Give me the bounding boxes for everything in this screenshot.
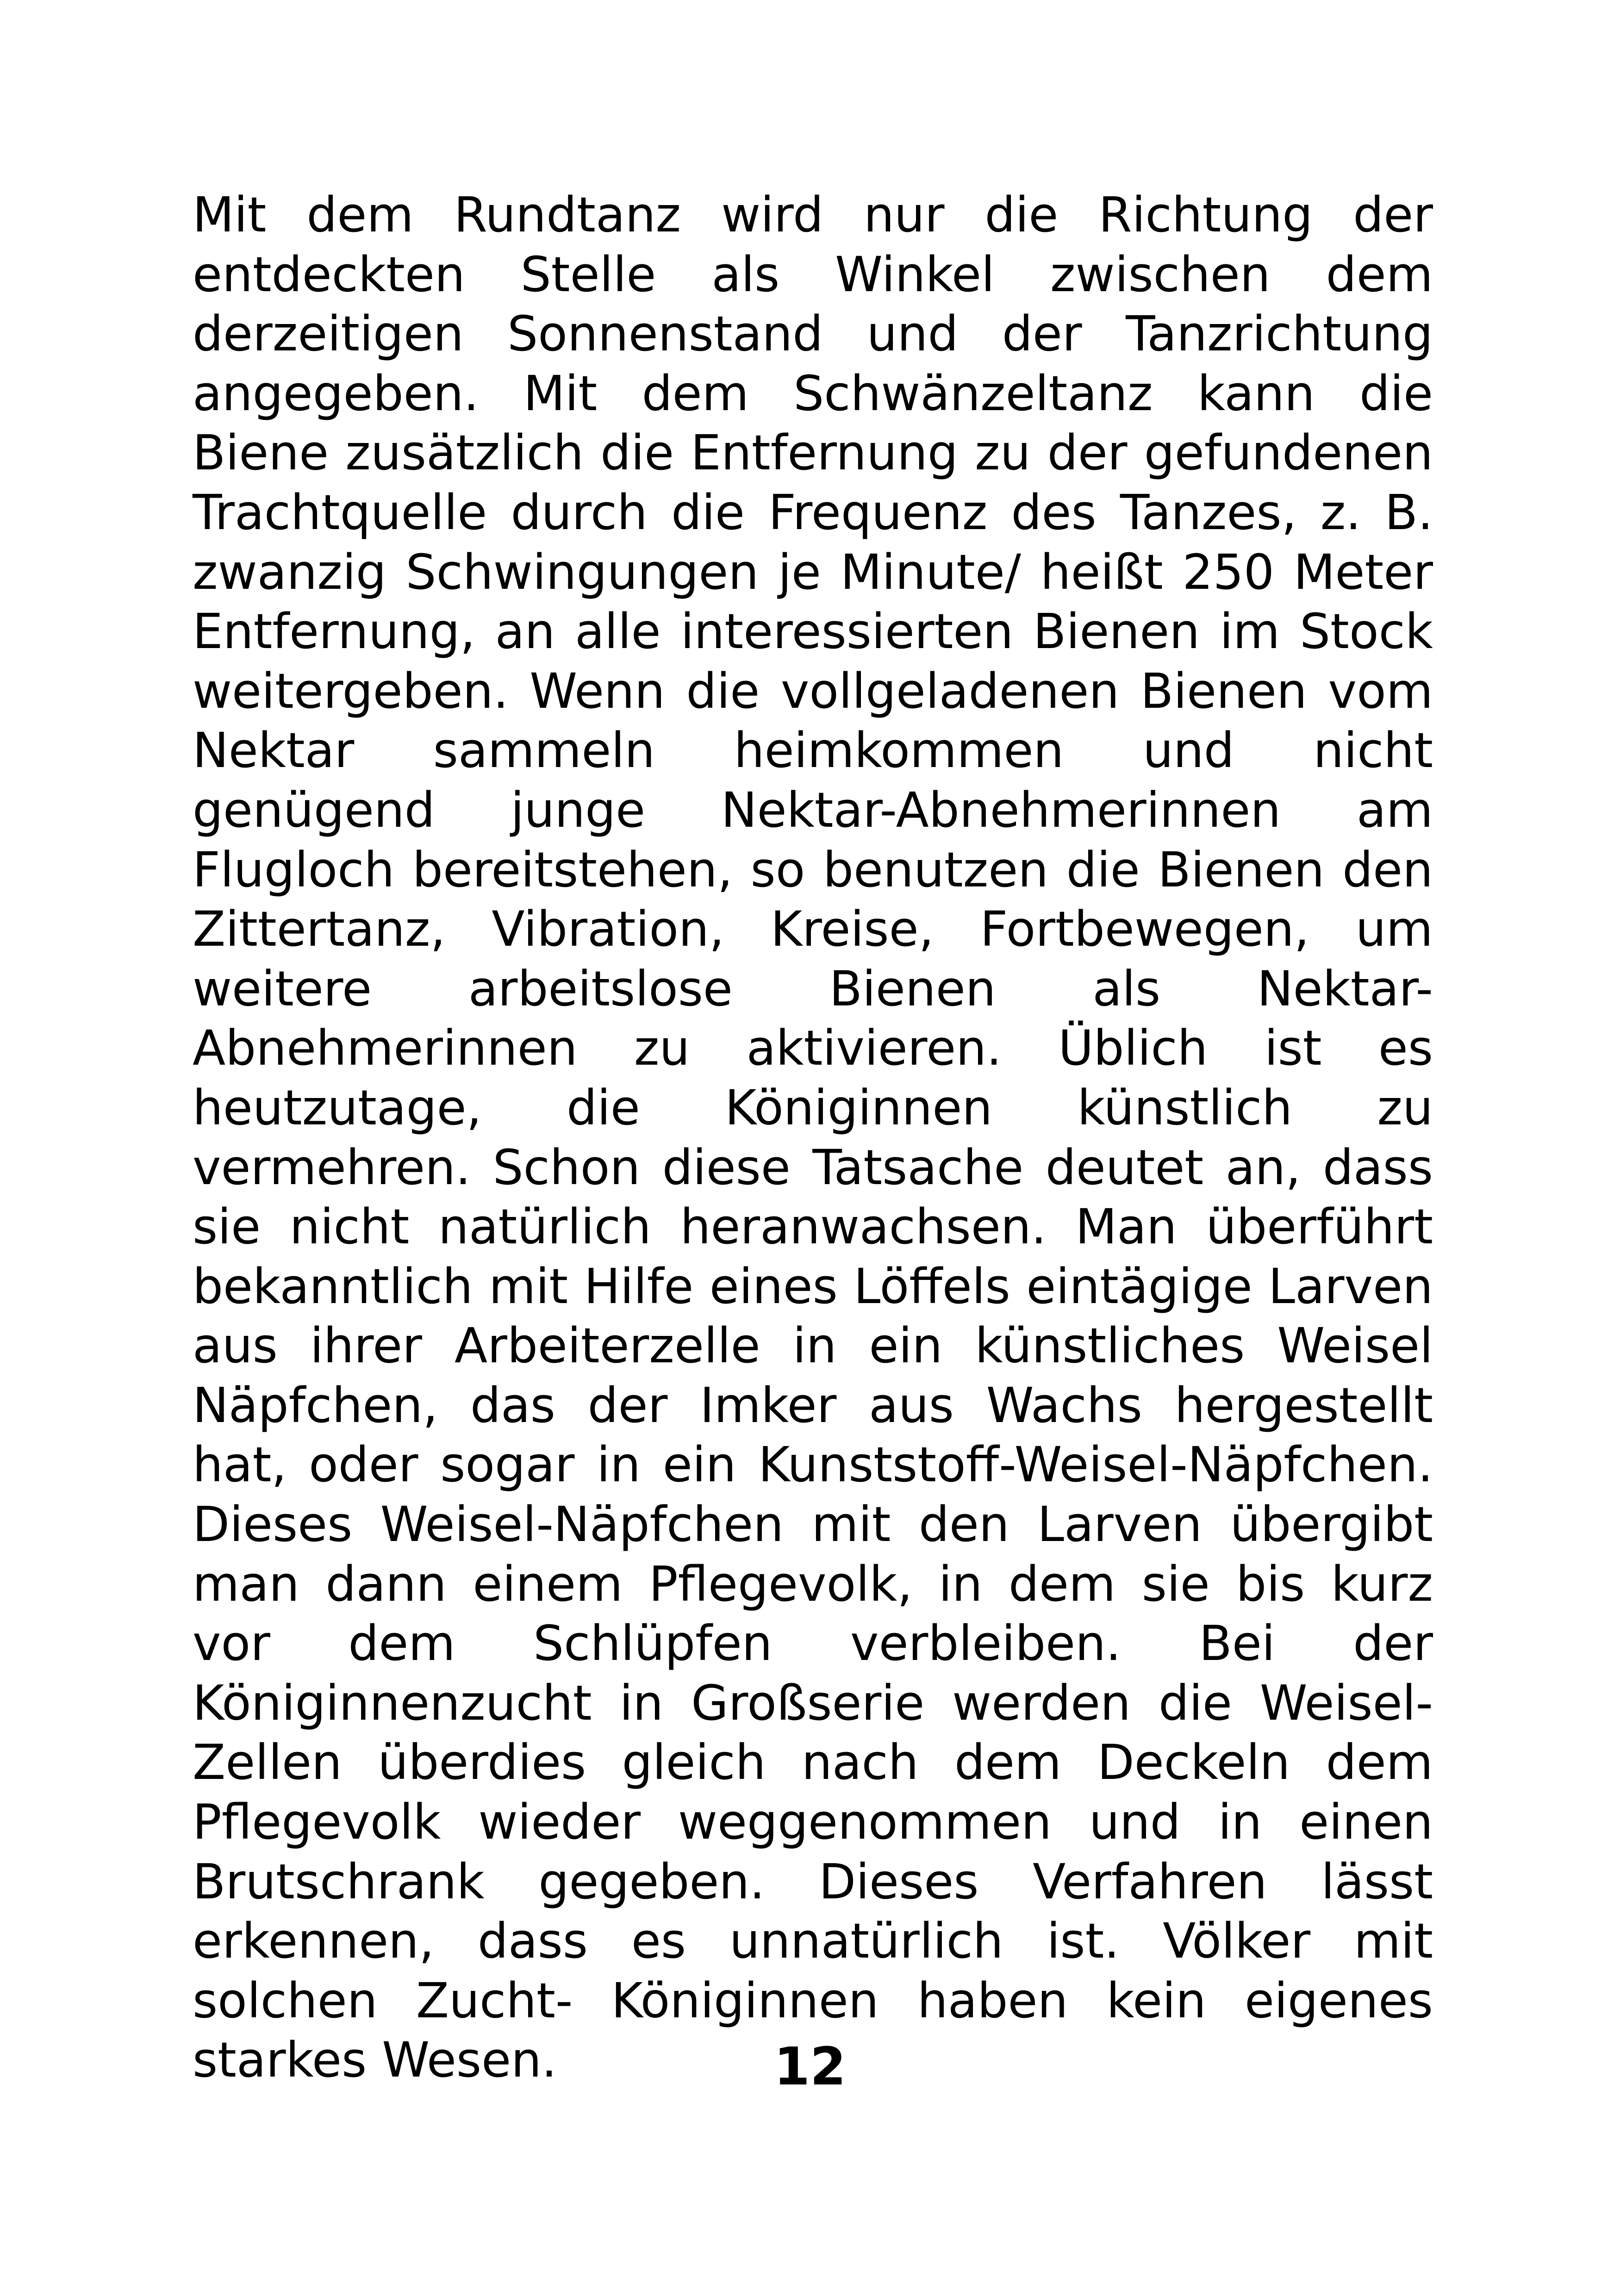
- body-paragraph: Mit dem Rundtanz wird nur die Richtung der entdeckten Stelle als Winkel zwischen dem derzeitigen Sonnenstand und der Tanzrichtung angegeben. Mit dem Schwänzeltanz kann die Biene zusätzlich die Entfernung zu der gefundenen Trachtquelle durch die Frequenz des Tanzes, z. B. zwanzig Schwingungen je Minute/ heißt 250 Meter Entfernung, an alle interessierten Bienen im Stock weitergeben. Wenn die vollgeladenen Bienen vom Nektar sammeln heimkommen und nicht genügend junge Nektar-Abnehmerinnen am Flugloch bereitstehen, so benutzen die Bienen den Zittertanz, Vibration, Kreise, Fortbewegen, um weitere arbeitslose Bienen als Nektar-Abnehmerinnen zu aktivieren. Üblich ist es heutzutage, die Königinnen künstlich zu vermehren. Schon diese Tatsache deutet an, dass sie nicht natürlich heranwachsen. Man überführt bekanntlich mit Hilfe eines Löffels eintägige Larven aus ihrer Arbeiterzelle in ein künstliches Weisel Näpfchen, das der Imker aus Wachs hergestellt hat, oder sogar in ein Kunststoff-Weisel-Näpfchen. Dieses Weisel-Näpfchen mit den Larven übergibt man dann einem Pflegevolk, in dem sie bis kurz vor dem Schlüpfen verbleiben. Bei der Königinnenzucht in Großserie werden die Weisel-Zellen überdies gleich nach dem Deckeln dem Pflegevolk wieder weggenommen und in einen Brutschrank gegeben. Dieses Verfahren lässt erkennen, dass es unnatürlich ist. Völker mit solchen Zucht- Königinnen haben kein eigenes starkes Wesen.: [193, 187, 1433, 2089]
- page-number: 12: [774, 2037, 846, 2097]
